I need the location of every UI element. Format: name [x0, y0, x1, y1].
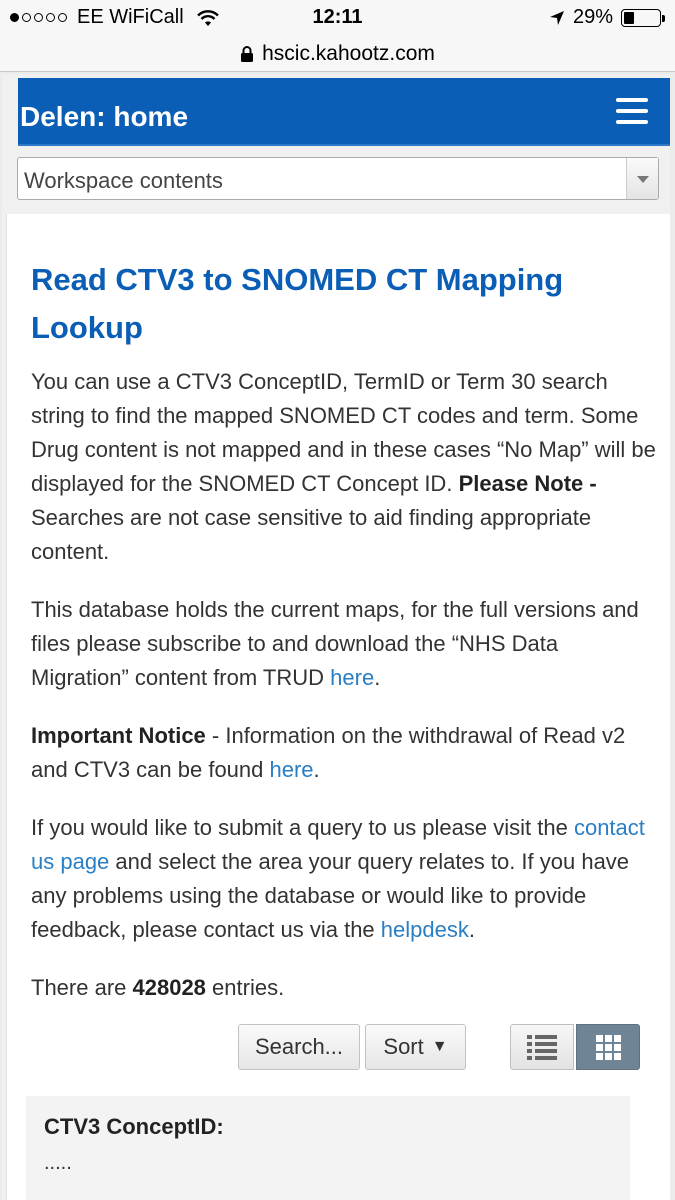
location-arrow-icon: [549, 10, 565, 26]
entries-suffix: entries.: [205, 975, 285, 1000]
search-button[interactable]: [238, 1024, 360, 1070]
notice-text-end: .: [313, 757, 320, 782]
database-text-end: .: [374, 665, 381, 690]
entry-card[interactable]: [26, 1096, 630, 1200]
list-view-button[interactable]: [510, 1024, 574, 1070]
notice-text: - Information on the withdrawal of Read v2 and CTV3 can be found: [31, 723, 626, 782]
app-header: [18, 78, 670, 146]
entry-label: CTV3 ConceptID:: [44, 1114, 224, 1139]
hamburger-icon[interactable]: [616, 98, 648, 124]
note-text: Searches are not case sensitive to aid finding appropriate content.: [31, 505, 592, 564]
page: [2, 74, 670, 1200]
list-view-icon: [527, 1035, 557, 1060]
contact-us-link[interactable]: contact us page: [31, 815, 645, 874]
search-button-label: Search...: [254, 1034, 344, 1059]
query-paragraph: [31, 811, 656, 947]
status-time: 12:11: [312, 6, 363, 28]
entry-value: .....: [44, 1152, 72, 1174]
caret-down-icon: ▼: [431, 1038, 448, 1055]
trud-here-link[interactable]: here: [330, 665, 375, 690]
url-bar[interactable]: [0, 36, 675, 72]
url-text[interactable]: hscic.kahootz.com: [262, 41, 435, 65]
helpdesk-link[interactable]: helpdesk: [380, 917, 469, 942]
query-text-end: .: [468, 917, 475, 942]
database-text: This database holds the current maps, for the full versions and files please subscribe to and download the “NHS Data Migration” content from TRUD: [31, 597, 639, 690]
entries-prefix: There are: [31, 975, 133, 1000]
intro-paragraph: [31, 365, 656, 569]
withdrawal-here-link[interactable]: here: [269, 757, 314, 782]
page-title: Read CTV3 to SNOMED CT Mapping Lookup: [31, 262, 564, 345]
status-bar: [0, 0, 675, 36]
workspace-select[interactable]: [17, 157, 659, 200]
battery-percent: 29%: [572, 6, 613, 28]
app-title[interactable]: Delen: home: [20, 101, 189, 132]
notice-paragraph: [31, 719, 656, 787]
carrier-name: EE WiFiCall: [77, 6, 184, 28]
query-text-continued: and select the area your query relates to. If you have any problems using the database or would like to provide feedback, please contact us via the: [31, 849, 630, 942]
battery-icon: [621, 9, 661, 27]
grid-view-icon: [596, 1035, 621, 1060]
grid-view-button[interactable]: [576, 1024, 640, 1070]
entries-count: 428028: [132, 975, 206, 1000]
notice-label: Important Notice: [31, 723, 206, 748]
chevron-down-icon[interactable]: [626, 158, 658, 199]
note-label: Please Note -: [458, 471, 597, 496]
database-paragraph: [31, 593, 656, 695]
intro-text: You can use a CTV3 ConceptID, TermID or Term 30 search string to find the mapped SNOMED CT codes and term. Some Drug content is not mapped and in these cases “No Map” will be displayed for the SNOMED CT Concept ID.: [31, 369, 656, 496]
status-right: [549, 6, 661, 29]
sort-button-label: Sort: [383, 1034, 424, 1059]
entries-count-text: [31, 971, 656, 1005]
query-text: If you would like to submit a query to us please visit the: [31, 815, 574, 840]
lock-icon: [240, 45, 254, 63]
workspace-select-value: Workspace contents: [24, 168, 223, 193]
sort-button[interactable]: [365, 1024, 466, 1070]
